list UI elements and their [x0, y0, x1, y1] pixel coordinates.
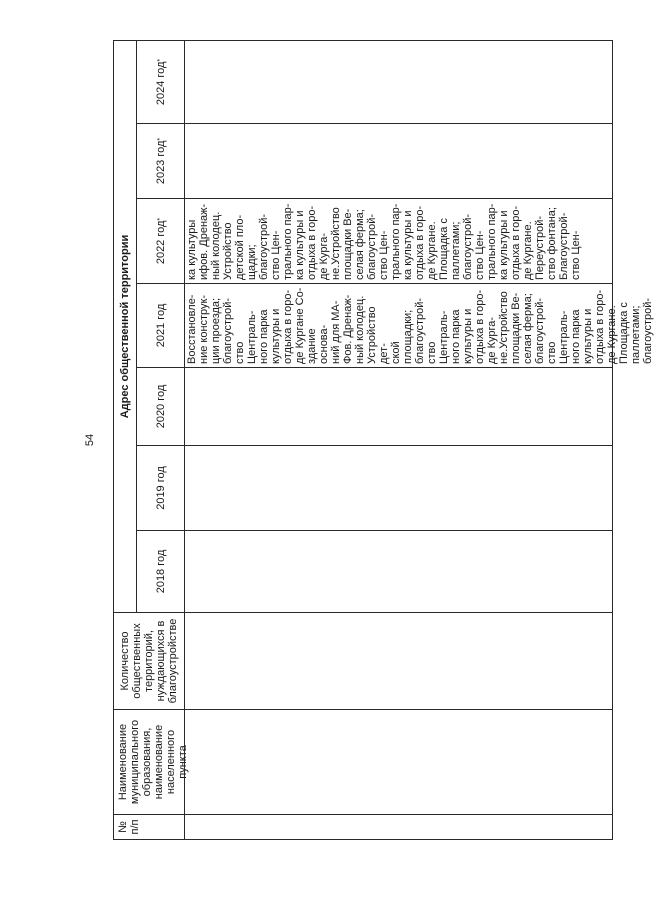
header-year-2019: [136, 445, 185, 531]
header-year-2022-label: 2022 год: [154, 220, 167, 265]
cell-count: [184, 612, 613, 710]
header-year-2021-label: 2021 год: [154, 303, 167, 348]
header-name: [113, 709, 189, 815]
header-year-2022: 2022 год *: [136, 198, 185, 284]
cell-2022: ка культуры ифов. Дренаж- ный колодец. Устройство детской пло- щадки; благоустрой- ство Цен- трального пар- ка культуры и отдыха в горо- де Курга- не.Устройство площадки Ве- селая ферма; благоустрой- ство Цен- трального пар- ка культуры и отдыха в горо- де Кургане. Площадка с паллетами; благоустрой- ство Цен- трального пар- ка культуры и отдыха в горо- де Кургане. Переустрой- ство фонтана; Благоустрой- ство Цен-: [184, 198, 613, 284]
cell-2019: [184, 445, 613, 531]
header-year-2024: 2024 год *: [136, 40, 185, 124]
rotated-table-region: [113, 40, 654, 840]
header-year-2020: [136, 367, 185, 446]
cell-2018: [184, 530, 613, 613]
header-address-group-label: Адрес общественной территории: [119, 234, 131, 419]
cell-num: [184, 814, 613, 840]
header-name-label: Наименование муниципального образования, наименование населенного пункта: [117, 719, 189, 805]
header-year-2018-label: 2018 год: [154, 549, 167, 594]
header-year-2021: [136, 283, 185, 368]
cell-2024: [184, 40, 613, 124]
header-year-2023: 2023 год *: [136, 123, 185, 199]
header-year-2020-label: 2020 год: [154, 384, 167, 429]
rotated-table: [113, 40, 654, 840]
cell-2023: [184, 123, 613, 199]
header-num: [113, 814, 185, 840]
header-year-2024-label: 2024 год: [154, 61, 167, 106]
cell-2021: Восстановле- ние конструк- ции проезда; благоустрой- ство Централь- ного парка культуры и отдыха в горо- де Кургане Со- здание основа- ний для МА- Фов. Дренаж- ный колодец. Устройство дет- ской площадки; благоустрой- ство Централь- ного парка культуры и отдыха в горо- де Курга- не.Устройство площадки Ве- селая ферма; благоустрой- ство Централь- ного парка культуры и отдыха в горо- де Кургане. Площадка с паллетами; благоустрой-: [184, 283, 613, 368]
header-count-label: Количество общественных территорий, нуждающихся в благоустройстве: [119, 618, 179, 704]
header-address-group: [113, 40, 137, 613]
cell-name: [184, 709, 613, 815]
header-num-label: № п/п: [117, 819, 141, 835]
header-year-2023-label: 2023 год: [154, 140, 167, 185]
cell-2020: [184, 367, 613, 446]
header-year-2019-label: 2019 год: [154, 466, 167, 510]
header-count: [113, 612, 185, 710]
page-number: 54: [84, 433, 96, 447]
header-year-2018: [136, 530, 185, 613]
